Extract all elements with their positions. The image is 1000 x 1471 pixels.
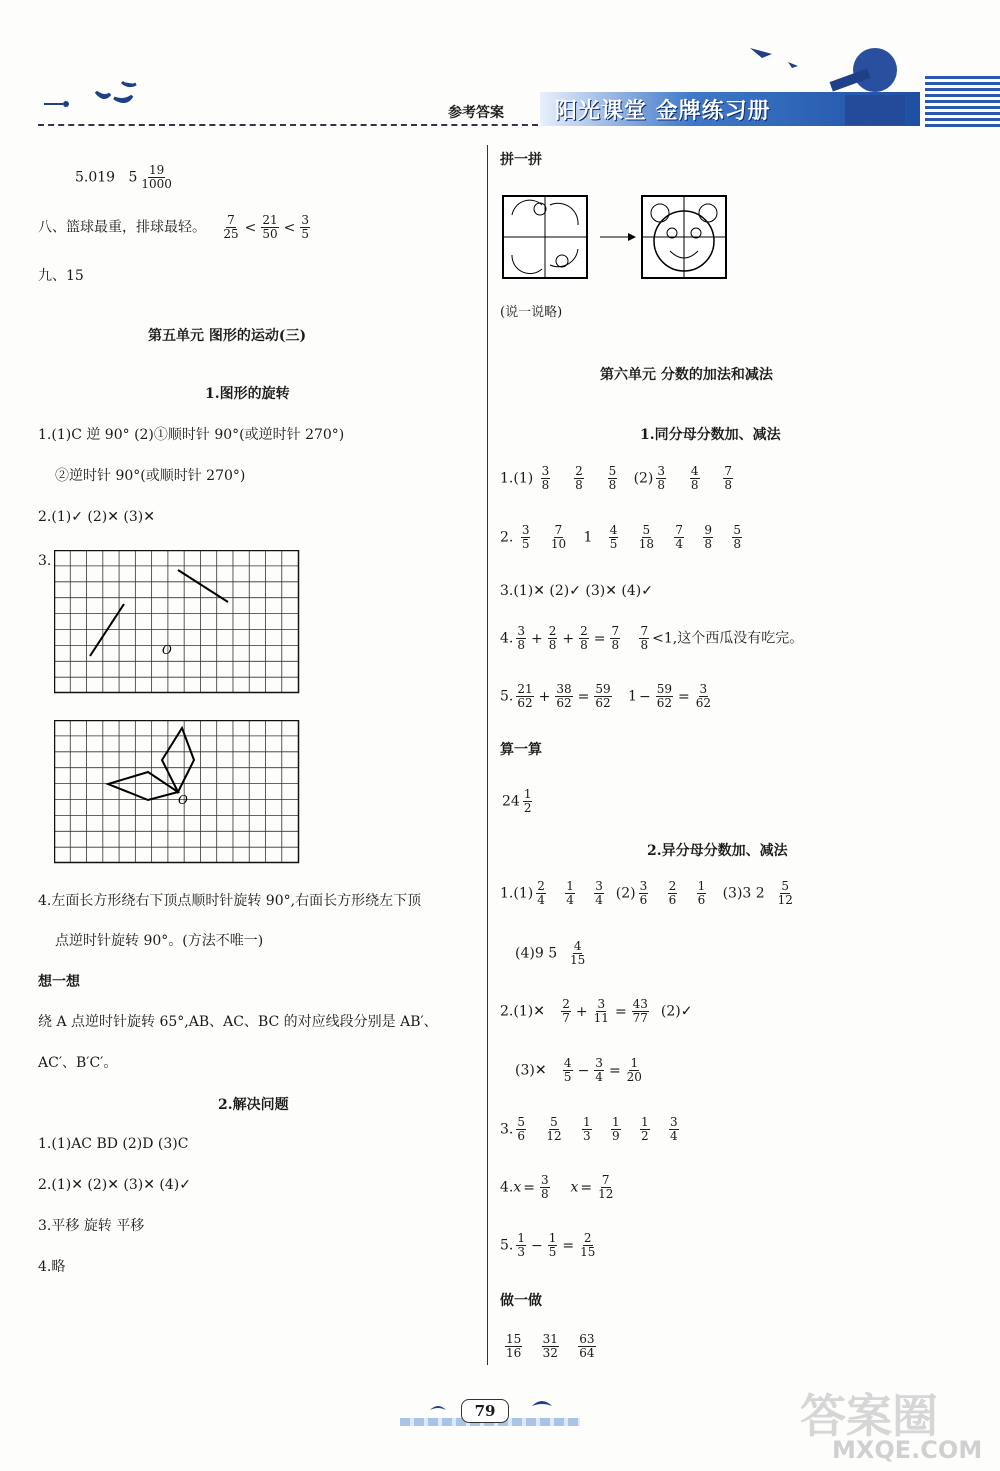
problems-q4: 4.略 [38,1259,66,1275]
diff-q5: 5. $\frac{1}{3}$ − $\frac{1}{5}$ = $\frac{2}{15}$ [500,1231,596,1259]
header-ref: 参考答案 [448,105,504,121]
same-q1: 1.(1) $\frac{3}{8}$ $\frac{2}{8}$ $\frac{5}{8}$ (2) $\frac{3}{8}$ $\frac{4}{8}$ $\frac{7}{8}$ [500,464,732,492]
birds-icon [36,80,146,130]
zuo-answer: $\frac{15}{16}$ $\frac{31}{32}$ $\frac{63}{64}$ [506,1332,595,1360]
telescope-boy-icon [740,40,920,130]
problems-q1: 1.(1)AC BD (2)D (3)C [38,1136,189,1152]
rotation-grid-2 [54,720,300,864]
rotation-q1a: 1.(1)C 逆 90° (2)①顺时针 90°(或逆时针 270°) [38,427,345,443]
same-q5: 5. $\frac{21}{62}$ + $\frac{38}{62}$ = $\frac{59}{62}$ 1 − $\frac{59}{62}$ = $\frac{3}{62}$ [500,682,711,710]
header-stripes [925,76,1000,128]
rotation-q1b: ②逆时针 90°(或顺时针 270°) [55,468,246,484]
zuo-title: 做一做 [500,1293,542,1309]
point-o-label: O [162,643,172,657]
rotation-q4b: 点逆时针旋转 90°。(方法不唯一) [55,933,264,949]
shape-rotated [162,728,194,792]
watermark-url: MXQE.COM [832,1436,983,1464]
problems-q3: 3.平移 旋转 平移 [38,1218,145,1234]
puzzle-figure [502,195,732,279]
column-divider [487,145,488,1365]
diff-q2a: 2.(1)✕ $\frac{2}{7}$ + $\frac{3}{11}$ = $\frac{43}{77}$ (2)✓ [500,997,693,1025]
think-line-a: 绕 A 点逆时针旋转 65°,AB、AC、BC 的对应线段分别是 AB′、 [38,1014,438,1030]
diff-q2b: (3)✕ $\frac{4}{5}$ − $\frac{3}{4}$ = $\frac{1}{20}$ [515,1056,642,1084]
section-diff-denominator: 2.异分母分数加、减法 [647,843,788,859]
unit5-title: 第五单元 图形的运动(三) [148,328,307,344]
suan-title: 算一算 [500,742,542,758]
problems-q2: 2.(1)✕ (2)✕ (3)✕ (4)✓ [38,1177,191,1193]
same-q3: 3.(1)✕ (2)✓ (3)✕ (4)✓ [500,583,653,599]
diff-q3: 3. $\frac{5}{6}$ $\frac{5}{12}$ $\frac{1}{3}$ $\frac{1}{9}$ $\frac{1}{2}$ $\frac{3}{4}$ [500,1115,678,1143]
unit6-title: 第六单元 分数的加法和减法 [600,367,773,383]
left-line-3: 九、15 [38,268,84,284]
diff-q1b: (4)9 5 $\frac{4}{15}$ [515,939,586,967]
shuo-note: (说一说略) [500,305,563,320]
book-title: 阳光课堂 金牌练习册 [555,99,771,124]
point-o-label-2: O [178,793,188,807]
left-line-2: 八、篮球最重，排球最轻。 $\frac{7}{25}$ < $\frac{21}{50}$ < $\frac{3}{5}$ [38,213,310,241]
segment-rotated [178,570,228,602]
rotation-grid-1 [54,550,300,694]
diff-q4: 4.x = $\frac{3}{8}$ x = $\frac{7}{12}$ [500,1173,614,1201]
watermark-logo: 答案圈 [800,1389,938,1443]
suan-answer: 24 $\frac{1}{2}$ [502,787,532,815]
same-q2: 2. $\frac{3}{5}$ $\frac{7}{10}$ 1 $\frac{4}{5}$ $\frac{5}{18}$ $\frac{7}{4}$ $\frac{9}{8}$ $\frac{5}{8}$ [500,523,742,551]
page-number: 79 [461,1399,509,1423]
rotation-q2: 2.(1)✓ (2)✕ (3)✕ [38,509,155,525]
section-same-denominator: 1.同分母分数加、减法 [640,427,781,443]
section-rotation-title: 1.图形的旋转 [205,386,290,402]
same-q4: 4. $\frac{3}{8}$ + $\frac{2}{8}$ + $\frac{2}{8}$ = $\frac{7}{8}$ $\frac{7}{8}$ <1,这个西瓜没有吃完。 [500,624,804,652]
pin-title: 拼一拼 [500,152,542,168]
left-line-1: 5.019 5 $\frac{19}{1000}$ [75,163,172,191]
section-problems-title: 2.解决问题 [218,1097,289,1113]
think-title: 想一想 [38,974,80,990]
diff-q1a: 1.(1) $\frac{2}{4}$ $\frac{1}{4}$ $\frac{3}{4}$ (2) $\frac{3}{6}$ $\frac{2}{6}$ $\frac{1}{6}$ (3)3 2 $\frac{5}{12}$ [500,879,793,907]
rotation-q4a: 4.左面长方形绕右下顶点顺时针旋转 90°,右面长方形绕左下顶 [38,893,422,909]
think-line-b: AC′、B′C′。 [38,1055,118,1071]
rotation-q3-label: 3. [38,553,52,569]
